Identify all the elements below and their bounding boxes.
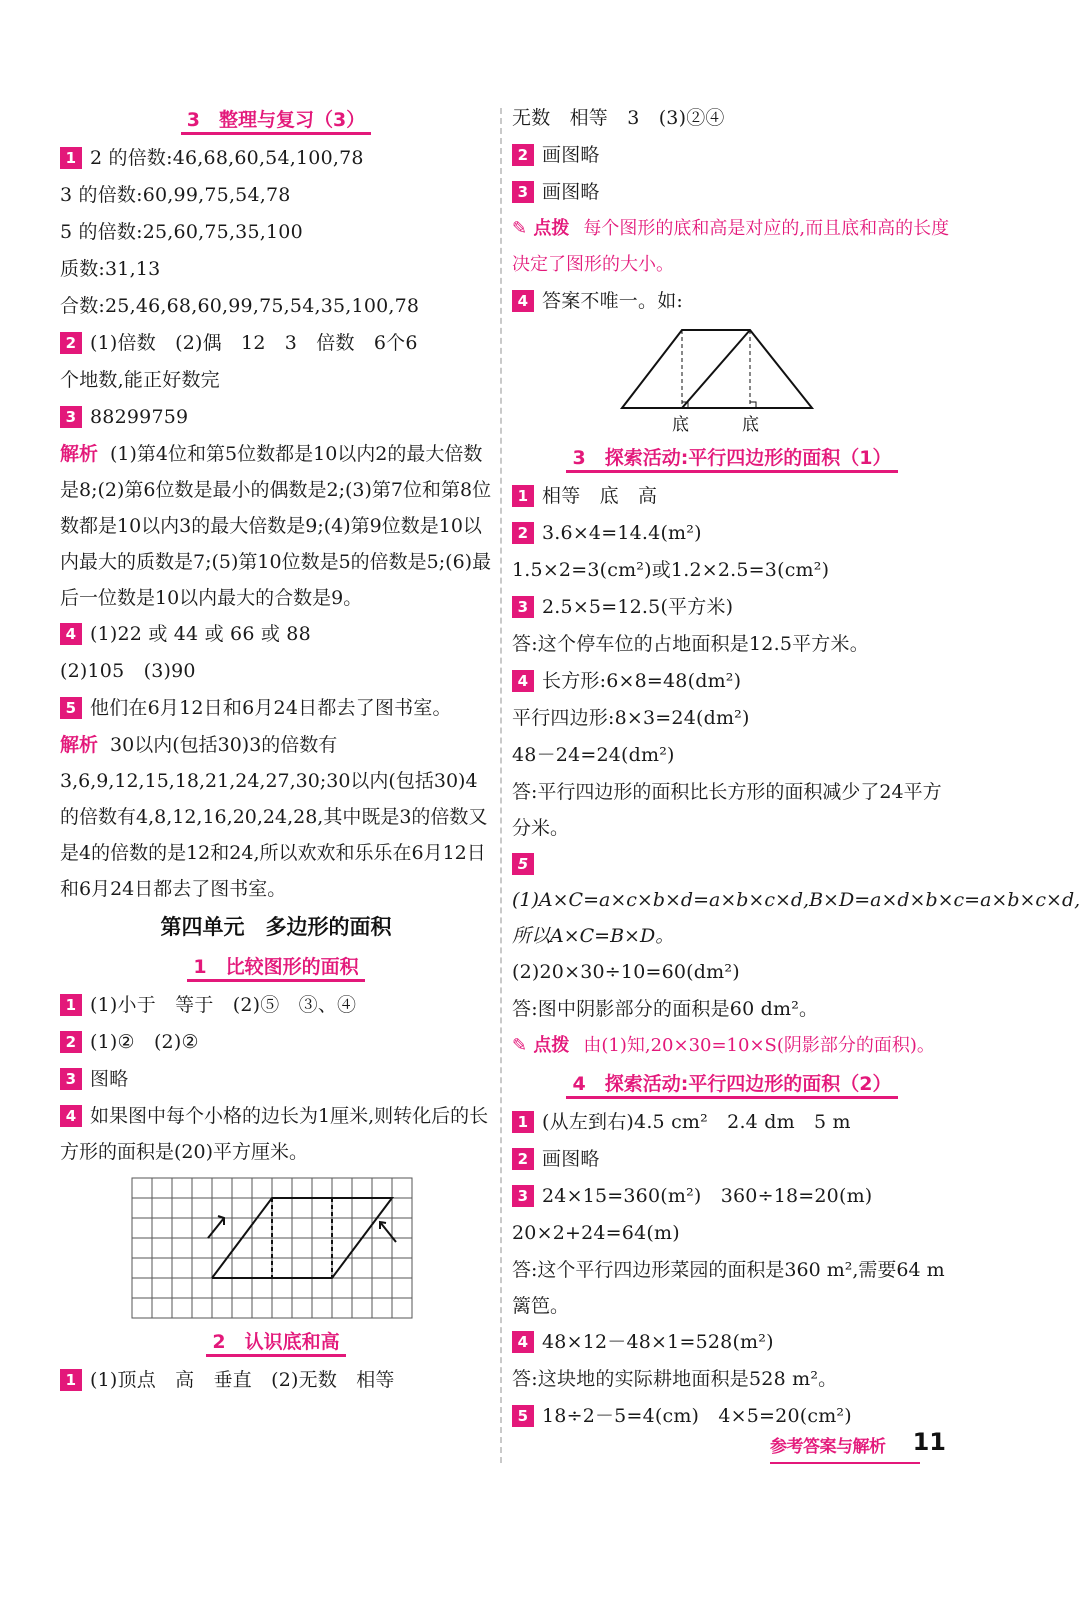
column-divider [500, 108, 502, 1463]
section-title-parallelogram-2: 4 探索活动:平行四边形的面积（2） [512, 1064, 952, 1104]
answer-line: 48－24=24(dm²) [512, 744, 675, 766]
answer-line: 答:这个停车位的占地面积是12.5平方米。 [512, 633, 869, 655]
answer-q3-line: 3 88299759 [60, 399, 492, 436]
base-label: 底 [742, 415, 759, 435]
answer-line: 合数:25,46,68,60,99,75,54,35,100,78 [60, 295, 420, 317]
tip-label: ✎ 点拨 [512, 1035, 570, 1056]
tip-label: ✎ 点拨 [512, 218, 570, 239]
question-number-badge: 1 [60, 147, 82, 169]
answer-q2-line: 2 (1)倍数 (2)偶 12 3 倍数 6个6 [60, 325, 492, 362]
base-label: 底 [672, 415, 689, 435]
answer-q5-paragraph: 5(1)A×C=a×c×b×d=a×b×c×d,B×D=a×d×b×c=a×b×c×d,所以A×C=B×D。 [512, 855, 1080, 947]
question-number-badge: 3 [512, 596, 534, 618]
analysis-paragraph: 解析 (1)第4位和第5位数都是10以内2的最大倍数是8;(2)第6位数是最小的偶数是2;(3)第7位和第8位数都是10以内3的最大倍数是9;(4)第9位数是10以内最大的质数是7;(5)第10位数是5的倍数是5;(6)最后一位数是10以内最大的合数是9。 [60, 443, 492, 609]
footer-underline [770, 1462, 920, 1464]
question-number-badge: 1 [512, 1111, 534, 1133]
question-number-badge: 2 [512, 144, 534, 166]
question-number-badge: 5 [512, 1405, 534, 1427]
answer-line: 答:这块地的实际耕地面积是528 m²。 [512, 1368, 838, 1390]
answer-q3-line: 3 24×15=360(m²) 360÷18=20(m) [512, 1178, 952, 1215]
question-number-badge: 3 [60, 406, 82, 428]
question-number-badge: 4 [60, 623, 82, 645]
answer-q5-line: 5 18÷2－5=4(cm) 4×5=20(cm²) [512, 1398, 952, 1435]
analysis-label: 解析 [60, 443, 99, 465]
question-number-badge: 5 [60, 697, 82, 719]
answer-line: 无数 相等 3 (3)②④ [512, 107, 725, 129]
question-number-badge: 3 [512, 1185, 534, 1207]
grid-figure [60, 1170, 492, 1322]
answer-line: 质数:31,13 [60, 258, 161, 280]
section-title-review-3: 3 整理与复习（3） [60, 100, 492, 140]
answer-line: 个地数,能正好数完 [60, 369, 220, 391]
analysis-label: 解析 [60, 734, 99, 756]
answer-q1-line: 1 (1)小于 等于 (2)⑤ ③、④ [60, 987, 492, 1024]
question-number-badge: 1 [60, 1369, 82, 1391]
question-number-badge: 4 [512, 1331, 534, 1353]
answer-line: 20×2+24=64(m) [512, 1222, 680, 1244]
question-number-badge: 4 [60, 1105, 82, 1127]
answer-q2-line: 2 (1)② (2)② [60, 1024, 492, 1061]
footer-label: 参考答案与解析 [770, 1437, 886, 1457]
answer-paragraph: 答:这个平行四边形菜园的面积是360 m²,需要64 m篱笆。 [512, 1259, 945, 1317]
trapezoid-figure [512, 320, 952, 438]
tip-paragraph: ✎ 点拨 每个图形的底和高是对应的,而且底和高的长度决定了图形的大小。 [512, 218, 950, 275]
question-number-badge: 4 [512, 670, 534, 692]
page-footer [770, 1430, 950, 1464]
answer-line: 5 的倍数:25,60,75,35,100 [60, 221, 303, 243]
question-number-badge: 4 [512, 290, 534, 312]
answer-q1-line: 1 相等 底 高 [512, 478, 952, 515]
answer-paragraph: 答:平行四边形的面积比长方形的面积减少了24平方分米。 [512, 781, 942, 839]
answer-q3-line: 3 画图略 [512, 174, 952, 211]
answer-q3-line: 3 图略 [60, 1061, 492, 1098]
left-column [60, 100, 492, 1399]
answer-line: (2)20×30÷10=60(dm²) [512, 961, 740, 983]
answer-line: 1.5×2=3(cm²)或1.2×2.5=3(cm²) [512, 559, 830, 581]
answer-q3-line: 3 2.5×5=12.5(平方米) [512, 589, 952, 626]
answer-q4-paragraph: 4 如果图中每个小格的边长为1厘米,则转化后的长方形的面积是(20)平方厘米。 [60, 1105, 489, 1163]
answer-line: 3 的倍数:60,99,75,54,78 [60, 184, 291, 206]
question-number-badge: 5 [512, 853, 534, 875]
answer-line: (2)105 (3)90 [60, 660, 196, 682]
unit-title: 第四单元 多边形的面积 [160, 915, 392, 939]
answer-q5-line: 5 他们在6月12日和6月24日都去了图书室。 [60, 690, 492, 727]
answer-q2-line: 2 画图略 [512, 1141, 952, 1178]
answer-q1-line: 1 (1)顶点 高 垂直 (2)无数 相等 [60, 1362, 492, 1399]
question-number-badge: 3 [512, 181, 534, 203]
section-title-parallelogram-1: 3 探索活动:平行四边形的面积（1） [512, 438, 952, 478]
question-number-badge: 2 [512, 1148, 534, 1170]
analysis-paragraph: 解析 30以内(包括30)3的倍数有3,6,9,12,15,18,21,24,27,30;30以内(包括30)4的倍数有4,8,12,16,20,24,28,其中既是3的倍数又是4的倍数的是12和24,所以欢欢和乐乐在6月12日和6月24日都去了图书室。 [60, 734, 488, 900]
question-number-badge: 1 [512, 485, 534, 507]
answer-q4-line: 4 答案不唯一。如: [512, 283, 952, 320]
section-title-compare-area: 1 比较图形的面积 [60, 947, 492, 987]
answer-q4-line: 4 (1)22 或 44 或 66 或 88 [60, 616, 492, 653]
answer-line: 答:图中阴影部分的面积是60 dm²。 [512, 998, 819, 1020]
tip-paragraph: ✎ 点拨 由(1)知,20×30=10×S(阴影部分的面积)。 [512, 1035, 935, 1056]
answer-q1-line: 1 2 的倍数:46,68,60,54,100,78 [60, 140, 492, 177]
answer-q4-line: 4 48×12－48×1=528(m²) [512, 1324, 952, 1361]
question-number-badge: 3 [60, 1068, 82, 1090]
answer-q2-line: 2 画图略 [512, 137, 952, 174]
answer-q1-line: 1 (从左到右)4.5 cm² 2.4 dm 5 m [512, 1104, 952, 1141]
answer-q4-line: 4 长方形:6×8=48(dm²) [512, 663, 952, 700]
question-number-badge: 2 [60, 1031, 82, 1053]
right-column [512, 100, 1080, 1435]
question-number-badge: 2 [512, 522, 534, 544]
page-number: 11 [912, 1428, 946, 1456]
question-number-badge: 1 [60, 994, 82, 1016]
answer-q2-line: 2 3.6×4=14.4(m²) [512, 515, 952, 552]
answer-line: 平行四边形:8×3=24(dm²) [512, 707, 750, 729]
section-title-base-height: 2 认识底和高 [60, 1322, 492, 1362]
question-number-badge: 2 [60, 332, 82, 354]
